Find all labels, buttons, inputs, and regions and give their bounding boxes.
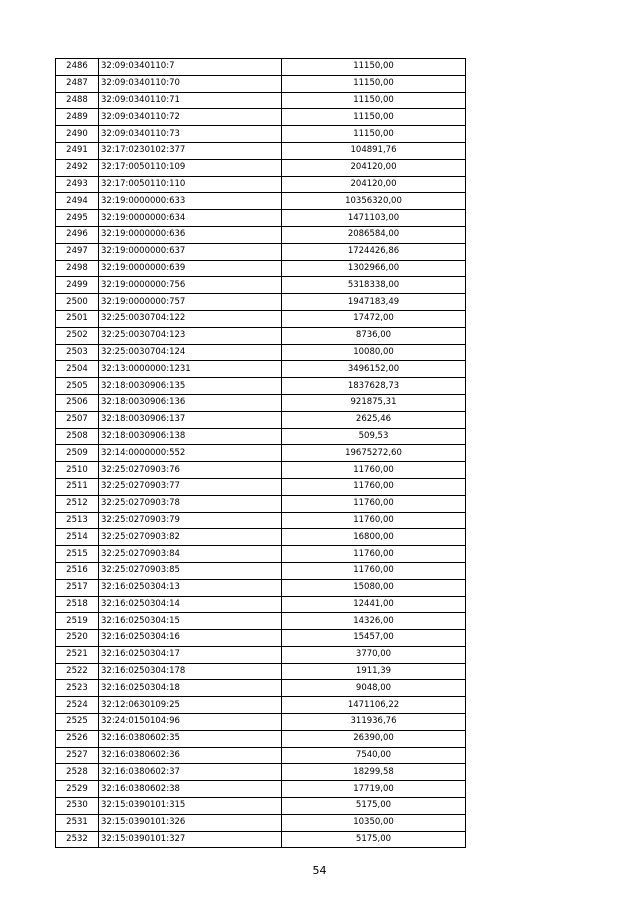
row-number-cell: 2490 <box>56 126 99 143</box>
cadastral-number-cell: 32:25:0270903:79 <box>99 512 282 529</box>
value-cell: 7540,00 <box>282 747 466 764</box>
value-cell: 1911,39 <box>282 663 466 680</box>
value-cell: 1724426,86 <box>282 243 466 260</box>
row-number-cell: 2489 <box>56 109 99 126</box>
row-number-cell: 2529 <box>56 781 99 798</box>
value-cell: 11760,00 <box>282 546 466 563</box>
table-row <box>56 210 466 227</box>
row-number-cell: 2486 <box>56 59 99 76</box>
cadastral-number-cell: 32:19:0000000:633 <box>99 193 282 210</box>
row-number-cell: 2524 <box>56 697 99 714</box>
table-row <box>56 764 466 781</box>
table-row <box>56 394 466 411</box>
cadastral-number-cell: 32:19:0000000:636 <box>99 226 282 243</box>
value-cell: 17719,00 <box>282 781 466 798</box>
cadastral-number-cell: 32:25:0270903:85 <box>99 562 282 579</box>
row-number-cell: 2508 <box>56 428 99 445</box>
value-cell: 11760,00 <box>282 562 466 579</box>
cadastral-number-cell: 32:18:0030906:136 <box>99 394 282 411</box>
table-row <box>56 126 466 143</box>
value-cell: 204120,00 <box>282 176 466 193</box>
cadastral-number-cell: 32:17:0230102:377 <box>99 142 282 159</box>
table-row <box>56 159 466 176</box>
table-row <box>56 613 466 630</box>
table-row <box>56 378 466 395</box>
cadastral-number-cell: 32:16:0380602:35 <box>99 730 282 747</box>
cadastral-number-cell: 32:25:0270903:76 <box>99 462 282 479</box>
row-number-cell: 2495 <box>56 210 99 227</box>
table-row <box>56 798 466 815</box>
cadastral-number-cell: 32:25:0270903:77 <box>99 478 282 495</box>
table-row <box>56 831 466 848</box>
table-row <box>56 529 466 546</box>
cadastral-number-cell: 32:24:0150104:96 <box>99 714 282 731</box>
row-number-cell: 2487 <box>56 75 99 92</box>
cadastral-number-cell: 32:25:0270903:82 <box>99 529 282 546</box>
cadastral-number-cell: 32:16:0250304:18 <box>99 680 282 697</box>
row-number-cell: 2520 <box>56 630 99 647</box>
table-row <box>56 109 466 126</box>
table-row <box>56 428 466 445</box>
value-cell: 1302966,00 <box>282 260 466 277</box>
cadastral-number-cell: 32:13:0000000:1231 <box>99 361 282 378</box>
table-row <box>56 462 466 479</box>
table-row <box>56 781 466 798</box>
row-number-cell: 2525 <box>56 714 99 731</box>
table-row <box>56 714 466 731</box>
value-cell: 5175,00 <box>282 831 466 848</box>
value-cell: 921875,31 <box>282 394 466 411</box>
row-number-cell: 2500 <box>56 294 99 311</box>
cadastral-number-cell: 32:15:0390101:327 <box>99 831 282 848</box>
value-cell: 1471103,00 <box>282 210 466 227</box>
table-row <box>56 92 466 109</box>
value-cell: 311936,76 <box>282 714 466 731</box>
cadastral-number-cell: 32:18:0030906:138 <box>99 428 282 445</box>
value-cell: 11760,00 <box>282 495 466 512</box>
table-row <box>56 294 466 311</box>
table-body <box>56 59 466 848</box>
value-cell: 11760,00 <box>282 512 466 529</box>
cadastral-number-cell: 32:16:0380602:38 <box>99 781 282 798</box>
row-number-cell: 2518 <box>56 596 99 613</box>
cadastral-number-cell: 32:16:0250304:16 <box>99 630 282 647</box>
row-number-cell: 2503 <box>56 344 99 361</box>
cadastral-number-cell: 32:16:0250304:14 <box>99 596 282 613</box>
row-number-cell: 2493 <box>56 176 99 193</box>
cadastral-number-cell: 32:19:0000000:756 <box>99 277 282 294</box>
value-cell: 8736,00 <box>282 327 466 344</box>
row-number-cell: 2530 <box>56 798 99 815</box>
value-cell: 104891,76 <box>282 142 466 159</box>
table-row <box>56 411 466 428</box>
row-number-cell: 2507 <box>56 411 99 428</box>
row-number-cell: 2517 <box>56 579 99 596</box>
row-number-cell: 2492 <box>56 159 99 176</box>
cadastral-number-cell: 32:17:0050110:109 <box>99 159 282 176</box>
value-cell: 12441,00 <box>282 596 466 613</box>
cadastral-number-cell: 32:19:0000000:637 <box>99 243 282 260</box>
table-row <box>56 176 466 193</box>
row-number-cell: 2522 <box>56 663 99 680</box>
value-cell: 10080,00 <box>282 344 466 361</box>
value-cell: 10350,00 <box>282 814 466 831</box>
value-cell: 16800,00 <box>282 529 466 546</box>
row-number-cell: 2510 <box>56 462 99 479</box>
row-number-cell: 2531 <box>56 814 99 831</box>
value-cell: 1947183,49 <box>282 294 466 311</box>
cadastral-number-cell: 32:18:0030906:137 <box>99 411 282 428</box>
value-cell: 18299,58 <box>282 764 466 781</box>
cadastral-number-cell: 32:16:0250304:17 <box>99 646 282 663</box>
value-cell: 11150,00 <box>282 59 466 76</box>
table-row <box>56 630 466 647</box>
cadastral-number-cell: 32:09:0340110:72 <box>99 109 282 126</box>
table-row <box>56 697 466 714</box>
value-cell: 1837628,73 <box>282 378 466 395</box>
table-row <box>56 512 466 529</box>
cadastral-number-cell: 32:12:0630109:25 <box>99 697 282 714</box>
table-row <box>56 361 466 378</box>
value-cell: 10356320,00 <box>282 193 466 210</box>
value-cell: 11150,00 <box>282 126 466 143</box>
row-number-cell: 2509 <box>56 445 99 462</box>
row-number-cell: 2527 <box>56 747 99 764</box>
row-number-cell: 2502 <box>56 327 99 344</box>
row-number-cell: 2488 <box>56 92 99 109</box>
value-cell: 26390,00 <box>282 730 466 747</box>
value-cell: 14326,00 <box>282 613 466 630</box>
cadastral-number-cell: 32:25:0270903:78 <box>99 495 282 512</box>
row-number-cell: 2506 <box>56 394 99 411</box>
table-row <box>56 59 466 76</box>
table-row <box>56 730 466 747</box>
row-number-cell: 2528 <box>56 764 99 781</box>
table-row <box>56 344 466 361</box>
cadastral-number-cell: 32:19:0000000:639 <box>99 260 282 277</box>
cadastral-number-cell: 32:25:0030704:122 <box>99 310 282 327</box>
cadastral-number-cell: 32:09:0340110:73 <box>99 126 282 143</box>
value-cell: 5175,00 <box>282 798 466 815</box>
value-cell: 17472,00 <box>282 310 466 327</box>
value-cell: 5318338,00 <box>282 277 466 294</box>
row-number-cell: 2519 <box>56 613 99 630</box>
cadastral-number-cell: 32:15:0390101:315 <box>99 798 282 815</box>
row-number-cell: 2521 <box>56 646 99 663</box>
page-number: 54 <box>312 864 327 877</box>
row-number-cell: 2504 <box>56 361 99 378</box>
table-row <box>56 193 466 210</box>
cadastral-number-cell: 32:19:0000000:634 <box>99 210 282 227</box>
row-number-cell: 2498 <box>56 260 99 277</box>
cadastral-number-cell: 32:14:0000000:552 <box>99 445 282 462</box>
value-cell: 11150,00 <box>282 109 466 126</box>
cadastral-number-cell: 32:09:0340110:70 <box>99 75 282 92</box>
table-row <box>56 546 466 563</box>
row-number-cell: 2501 <box>56 310 99 327</box>
row-number-cell: 2513 <box>56 512 99 529</box>
row-number-cell: 2526 <box>56 730 99 747</box>
cadastral-number-cell: 32:16:0250304:178 <box>99 663 282 680</box>
table-row <box>56 260 466 277</box>
row-number-cell: 2497 <box>56 243 99 260</box>
table-row <box>56 562 466 579</box>
table-row <box>56 445 466 462</box>
row-number-cell: 2512 <box>56 495 99 512</box>
value-cell: 1471106,22 <box>282 697 466 714</box>
value-cell: 3496152,00 <box>282 361 466 378</box>
table-row <box>56 680 466 697</box>
table-row <box>56 478 466 495</box>
cadastral-number-cell: 32:09:0340110:7 <box>99 59 282 76</box>
cadastral-number-cell: 32:16:0250304:15 <box>99 613 282 630</box>
cadastral-number-cell: 32:25:0030704:124 <box>99 344 282 361</box>
value-cell: 11760,00 <box>282 462 466 479</box>
row-number-cell: 2511 <box>56 478 99 495</box>
parcel-value-table <box>55 58 466 848</box>
row-number-cell: 2514 <box>56 529 99 546</box>
table-row <box>56 277 466 294</box>
row-number-cell: 2494 <box>56 193 99 210</box>
table-row <box>56 142 466 159</box>
value-cell: 15457,00 <box>282 630 466 647</box>
value-cell: 204120,00 <box>282 159 466 176</box>
row-number-cell: 2505 <box>56 378 99 395</box>
table-row <box>56 327 466 344</box>
value-cell: 3770,00 <box>282 646 466 663</box>
value-cell: 9048,00 <box>282 680 466 697</box>
cadastral-number-cell: 32:16:0250304:13 <box>99 579 282 596</box>
table-row <box>56 226 466 243</box>
row-number-cell: 2499 <box>56 277 99 294</box>
row-number-cell: 2532 <box>56 831 99 848</box>
value-cell: 2625,46 <box>282 411 466 428</box>
cadastral-number-cell: 32:19:0000000:757 <box>99 294 282 311</box>
cadastral-number-cell: 32:16:0380602:37 <box>99 764 282 781</box>
cadastral-number-cell: 32:17:0050110:110 <box>99 176 282 193</box>
value-cell: 11150,00 <box>282 92 466 109</box>
row-number-cell: 2496 <box>56 226 99 243</box>
cadastral-number-cell: 32:09:0340110:71 <box>99 92 282 109</box>
table-row <box>56 747 466 764</box>
cadastral-number-cell: 32:16:0380602:36 <box>99 747 282 764</box>
table-row <box>56 243 466 260</box>
value-cell: 15080,00 <box>282 579 466 596</box>
table-row <box>56 75 466 92</box>
row-number-cell: 2516 <box>56 562 99 579</box>
value-cell: 11760,00 <box>282 478 466 495</box>
row-number-cell: 2491 <box>56 142 99 159</box>
cadastral-number-cell: 32:18:0030906:135 <box>99 378 282 395</box>
row-number-cell: 2515 <box>56 546 99 563</box>
value-cell: 509,53 <box>282 428 466 445</box>
value-cell: 2086584,00 <box>282 226 466 243</box>
table-row <box>56 579 466 596</box>
table-row <box>56 596 466 613</box>
value-cell: 11150,00 <box>282 75 466 92</box>
cadastral-number-cell: 32:25:0270903:84 <box>99 546 282 563</box>
table-row <box>56 646 466 663</box>
cadastral-number-cell: 32:15:0390101:326 <box>99 814 282 831</box>
table-row <box>56 814 466 831</box>
table-row <box>56 310 466 327</box>
table-row <box>56 663 466 680</box>
row-number-cell: 2523 <box>56 680 99 697</box>
cadastral-number-cell: 32:25:0030704:123 <box>99 327 282 344</box>
table-row <box>56 495 466 512</box>
value-cell: 19675272,60 <box>282 445 466 462</box>
